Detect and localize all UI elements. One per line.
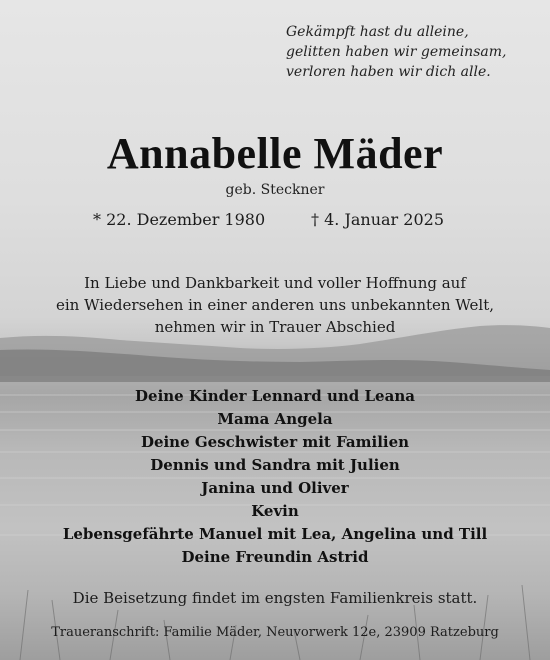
burial-note: Die Beisetzung findet im engsten Familienkreis statt.	[72, 589, 478, 607]
mourner-entry: Deine Geschwister mit Familien	[140, 433, 410, 451]
farewell-message	[0, 272, 550, 338]
message-line: ein Wiedersehen in einer anderen uns unbekannten Welt,	[56, 296, 494, 314]
shoreline	[0, 376, 550, 382]
birth-name: geb. Steckner	[225, 182, 325, 198]
poem-line: verloren haben wir dich alle.	[286, 64, 491, 80]
mourners-list	[0, 385, 550, 569]
mourner-entry: Janina und Oliver	[201, 479, 349, 497]
poem-quote	[286, 22, 536, 82]
deceased-name: Annabelle Mäder	[106, 129, 444, 178]
mourner-entry: Kevin	[251, 502, 299, 520]
mourner-entry: Deine Freundin Astrid	[181, 548, 369, 566]
message-line: nehmen wir in Trauer Abschied	[154, 318, 396, 336]
poem-line: gelitten haben wir gemeinsam,	[286, 44, 507, 60]
message-line: In Liebe und Dankbarkeit und voller Hoffnung auf	[84, 274, 466, 292]
poem-line: Gekämpft hast du alleine,	[286, 24, 469, 40]
mourner-entry: Lebensgefährte Manuel mit Lea, Angelina und Till	[62, 525, 488, 543]
mourner-entry: Deine Kinder Lennard und Leana	[135, 387, 415, 405]
mourner-entry: Mama Angela	[217, 410, 333, 428]
mourning-address: Traueranschrift: Familie Mäder, Neuvorwerk 12e, 23909 Ratzeburg	[51, 625, 499, 640]
mourner-entry: Dennis und Sandra mit Julien	[150, 456, 400, 474]
birth-date: * 22. Dezember 1980	[93, 210, 266, 229]
death-date: † 4. Januar 2025	[311, 210, 444, 229]
